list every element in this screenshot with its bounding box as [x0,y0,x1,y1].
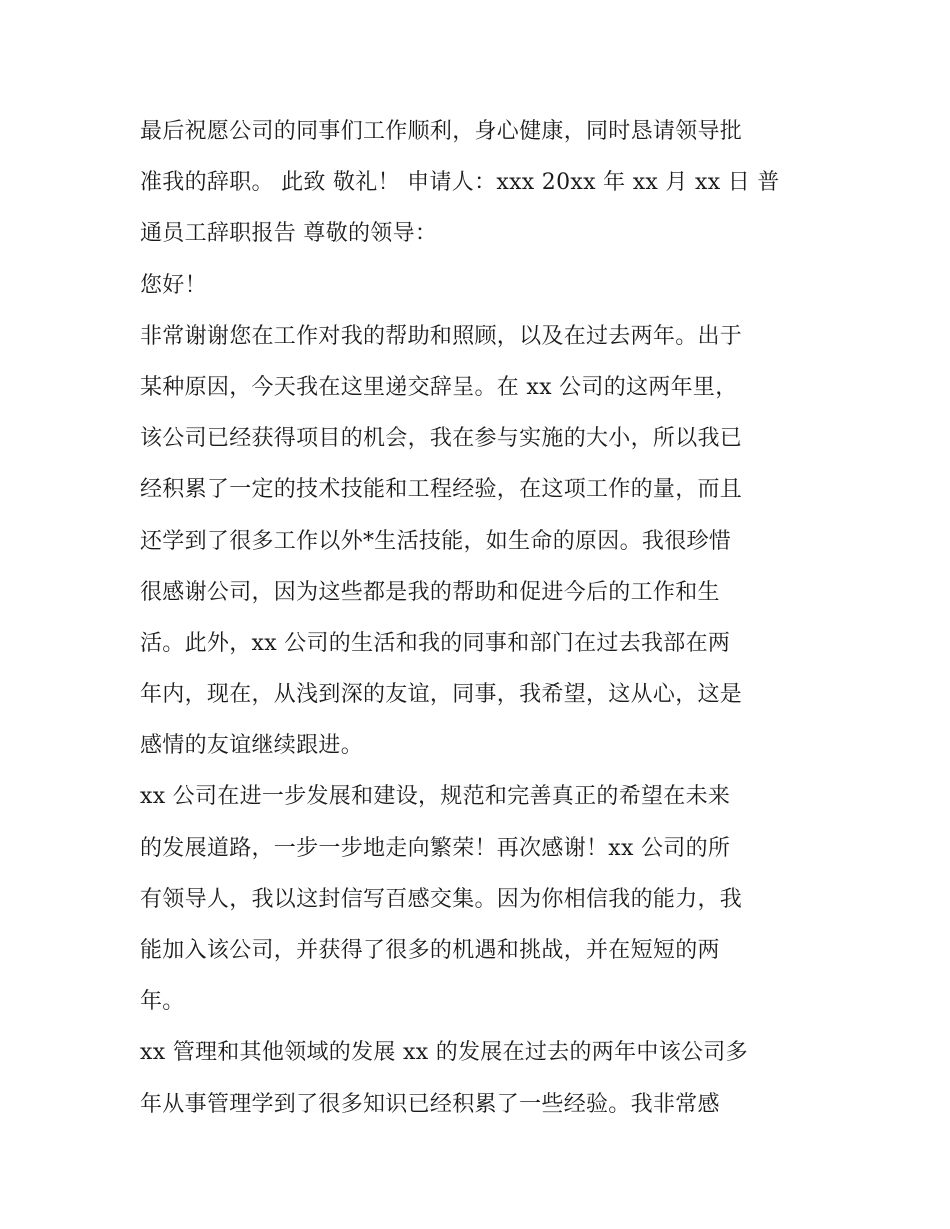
text-line: 能加入该公司，并获得了很多的机遇和挑战，并在短短的两 [140,938,720,963]
text-line: 准我的辞职。 此致 敬礼！ 申请人：xxx 20xx 年 xx 月 xx 日 普 [140,170,780,196]
text-line: 很感谢公司，因为这些都是我的帮助和促进今后的工作和生 [140,579,720,605]
text-line: 非常谢谢您在工作对我的帮助和照顾，以及在过去两年。出于 [140,323,743,349]
text-line: 最后祝愿公司的同事们工作顺利，身心健康，同时恳请领导批 [140,119,743,144]
text-line: 您好！ [140,272,207,298]
text-line: 年。 [140,989,185,1015]
text-line: 有领导人，我以这封信写百感交集。因为你相信我的能力，我 [140,886,743,912]
text-line: 某种原因，今天我在这里递交辞呈。在 xx 公司的这两年里， [140,374,738,400]
document-body [140,106,812,1130]
text-line: 通员工辞职报告 尊敬的领导： [140,221,438,247]
text-line: 经积累了一定的技术技能和工程经验，在这项工作的量，而且 [140,477,743,503]
text-line: xx 管理和其他领域的发展 xx 的发展在过去的两年中该公司多 [140,1040,748,1066]
text-line: 还学到了很多工作以外*生活技能，如生命的原因。我很珍惜 [140,528,732,554]
text-line: 年内，现在，从浅到深的友谊，同事，我希望，这从心，这是 [140,682,743,708]
text-line: xx 公司在进一步发展和建设，规范和完善真正的希望在未来 [140,784,731,810]
text-line: 感情的友谊继续跟进。 [140,733,364,759]
text-line: 该公司已经获得项目的机会，我在参与实施的大小，所以我已 [140,426,743,452]
text-line: 年从事管理学到了很多知识已经积累了一些经验。我非常感 [140,1091,720,1117]
text-line: 活。此外，xx 公司的生活和我的同事和部门在过去我部在两 [140,630,731,656]
text-line: 的发展道路，一步一步地走向繁荣！再次感谢！xx 公司的所 [140,835,731,861]
